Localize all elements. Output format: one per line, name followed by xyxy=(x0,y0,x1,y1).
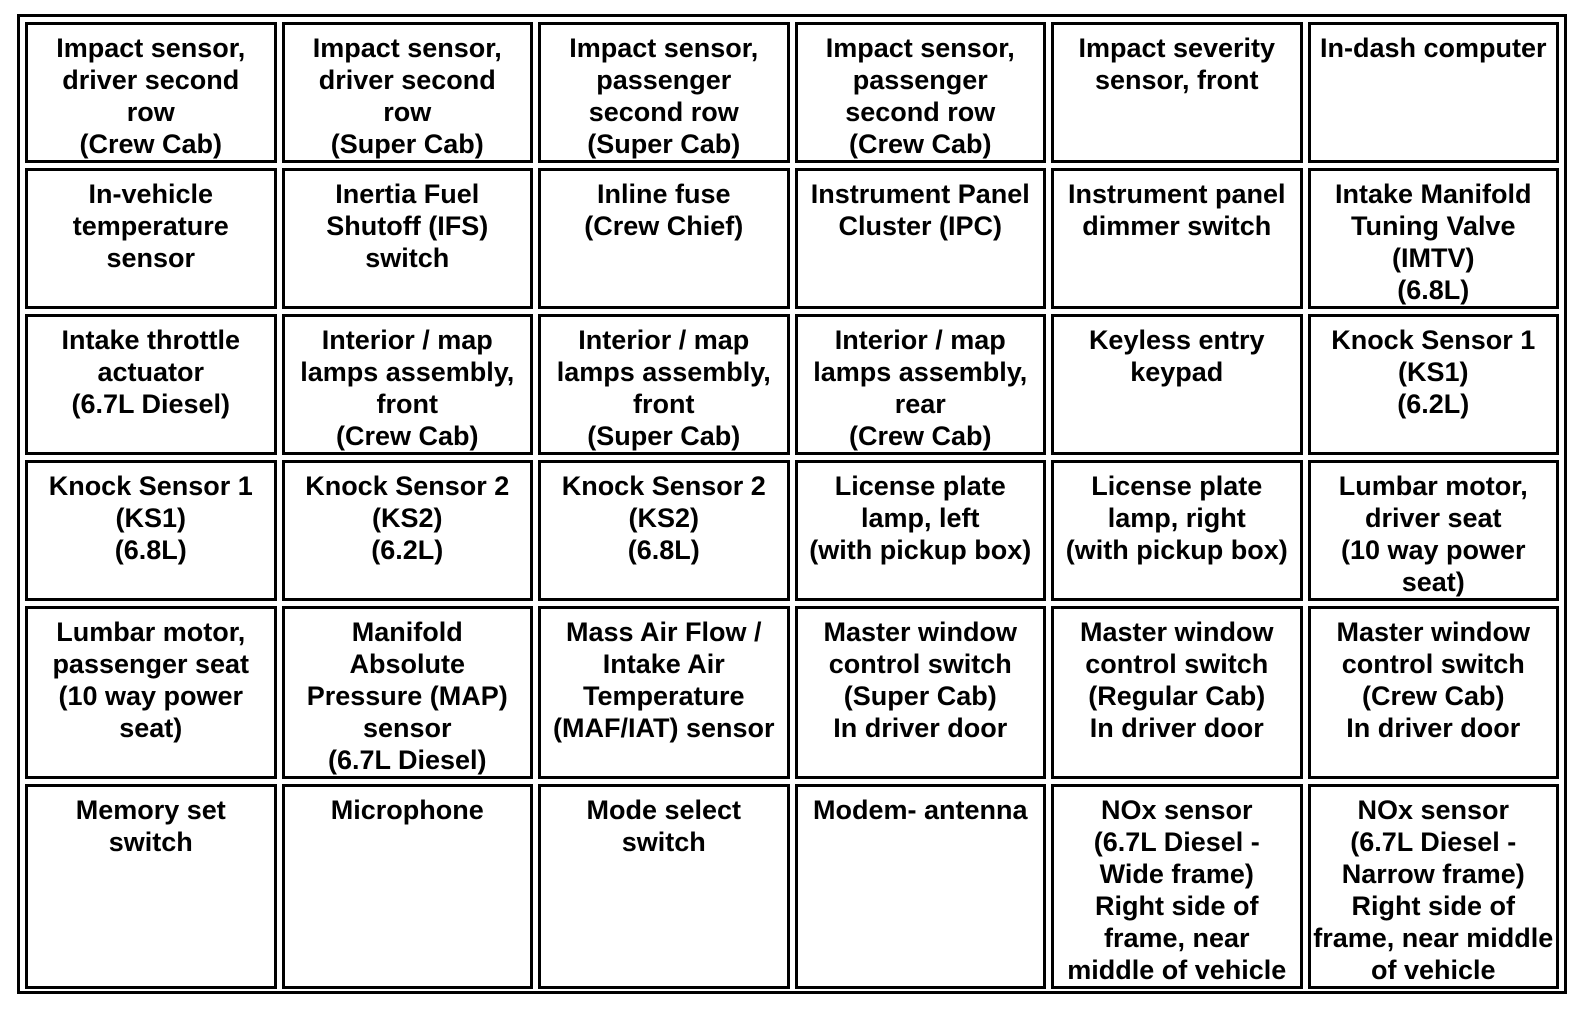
table-cell: Mode select switch xyxy=(538,784,790,989)
table-cell: Impact sensor, passenger second row (Crew Cab) xyxy=(795,22,1047,163)
table-cell: Memory set switch xyxy=(25,784,277,989)
table-row xyxy=(25,314,1559,455)
table-cell: Keyless entry keypad xyxy=(1051,314,1303,455)
table-cell: Impact sensor, driver second row (Super Cab) xyxy=(282,22,534,163)
table-cell: Instrument Panel Cluster (IPC) xyxy=(795,168,1047,309)
table-row xyxy=(25,460,1559,601)
table-cell: Inertia Fuel Shutoff (IFS) switch xyxy=(282,168,534,309)
table-cell: Inline fuse (Crew Chief) xyxy=(538,168,790,309)
table-cell: Manifold Absolute Pressure (MAP) sensor (6.7L Diesel) xyxy=(282,606,534,779)
table-cell: In-vehicle temperature sensor xyxy=(25,168,277,309)
table-row xyxy=(25,168,1559,309)
table-cell: Intake Manifold Tuning Valve (IMTV) (6.8L) xyxy=(1308,168,1560,309)
table-cell: Impact severity sensor, front xyxy=(1051,22,1303,163)
table-cell: Impact sensor, driver second row (Crew Cab) xyxy=(25,22,277,163)
table-cell: Intake throttle actuator (6.7L Diesel) xyxy=(25,314,277,455)
table-cell: Knock Sensor 2 (KS2) (6.8L) xyxy=(538,460,790,601)
table-cell: Master window control switch (Crew Cab) In driver door xyxy=(1308,606,1560,779)
table-cell: Interior / map lamps assembly, front (Crew Cab) xyxy=(282,314,534,455)
table-cell: Knock Sensor 1 (KS1) (6.2L) xyxy=(1308,314,1560,455)
table-cell: Instrument panel dimmer switch xyxy=(1051,168,1303,309)
table-row xyxy=(25,22,1559,163)
table-cell: Modem- antenna xyxy=(795,784,1047,989)
table-cell: Lumbar motor, passenger seat (10 way power seat) xyxy=(25,606,277,779)
table-cell: Master window control switch (Super Cab) In driver door xyxy=(795,606,1047,779)
table-row xyxy=(25,606,1559,779)
table-cell: License plate lamp, right (with pickup box) xyxy=(1051,460,1303,601)
table-cell: License plate lamp, left (with pickup box) xyxy=(795,460,1047,601)
component-locator-grid xyxy=(17,14,1567,994)
table-cell: Mass Air Flow / Intake Air Temperature (MAF/IAT) sensor xyxy=(538,606,790,779)
table-cell: In-dash computer xyxy=(1308,22,1560,163)
table-cell: Impact sensor, passenger second row (Super Cab) xyxy=(538,22,790,163)
table-row xyxy=(25,784,1559,989)
table-cell: Interior / map lamps assembly, front (Super Cab) xyxy=(538,314,790,455)
table-cell: Knock Sensor 1 (KS1) (6.8L) xyxy=(25,460,277,601)
table-cell: Interior / map lamps assembly, rear (Crew Cab) xyxy=(795,314,1047,455)
table-cell: Lumbar motor, driver seat (10 way power seat) xyxy=(1308,460,1560,601)
component-table xyxy=(20,17,1564,994)
table-cell: NOx sensor (6.7L Diesel - Narrow frame) Right side of frame, near middle of vehicle xyxy=(1308,784,1560,989)
table-cell: Knock Sensor 2 (KS2) (6.2L) xyxy=(282,460,534,601)
table-cell: Microphone xyxy=(282,784,534,989)
table-cell: NOx sensor (6.7L Diesel - Wide frame) Right side of frame, near middle of vehicle xyxy=(1051,784,1303,989)
table-cell: Master window control switch (Regular Cab) In driver door xyxy=(1051,606,1303,779)
